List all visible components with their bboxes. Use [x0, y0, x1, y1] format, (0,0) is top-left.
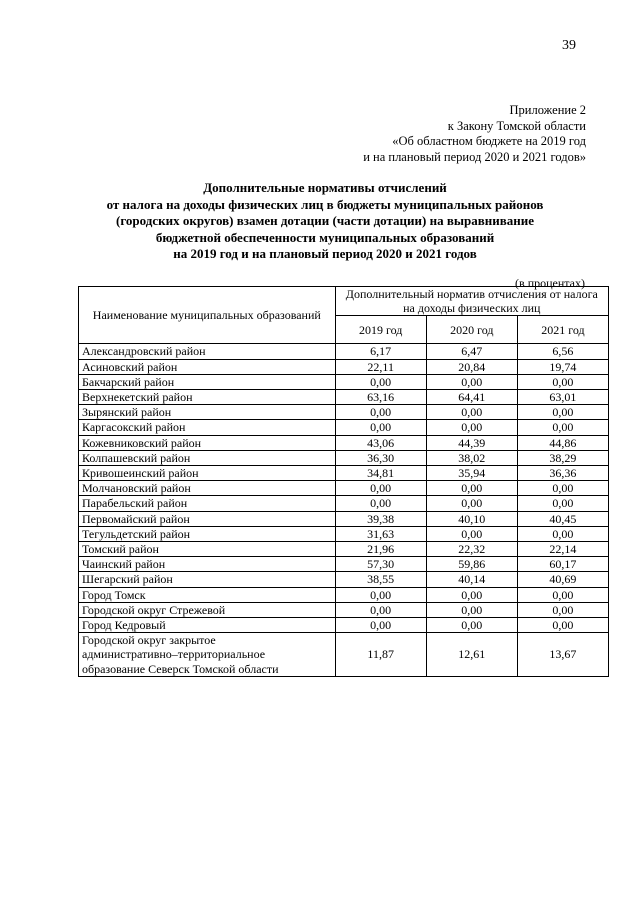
- normatives-table: [78, 286, 609, 677]
- appendix-line: Приложение 2: [509, 103, 586, 117]
- header-municipality: Наименование муниципальных образований: [79, 287, 336, 344]
- value-2020: 22,32: [426, 542, 517, 557]
- value-2021: 0,00: [517, 420, 608, 435]
- table-row: [79, 496, 609, 511]
- value-2019: 0,00: [335, 587, 426, 602]
- value-2020: 6,47: [426, 344, 517, 359]
- value-2021: 60,17: [517, 557, 608, 572]
- value-2020: 64,41: [426, 390, 517, 405]
- value-2020: 38,02: [426, 450, 517, 465]
- value-2021: 13,67: [517, 633, 608, 677]
- value-2019: 0,00: [335, 481, 426, 496]
- page-number: 39: [562, 38, 576, 53]
- row-name: Верхнекетский район: [79, 390, 336, 405]
- value-2021: 19,74: [517, 359, 608, 374]
- value-2019: 0,00: [335, 496, 426, 511]
- value-2021: 40,69: [517, 572, 608, 587]
- title-line: (городских округов) взамен дотации (части дотации) на выравнивание: [116, 213, 534, 228]
- appendix-reference: [256, 103, 586, 165]
- value-2021: 0,00: [517, 587, 608, 602]
- value-2019: 0,00: [335, 602, 426, 617]
- value-2019: 6,17: [335, 344, 426, 359]
- value-2020: 0,00: [426, 420, 517, 435]
- table-row: [79, 526, 609, 541]
- value-2019: 34,81: [335, 466, 426, 481]
- row-name: Кожевниковский район: [79, 435, 336, 450]
- row-name-line: образование Северск Томской области: [82, 661, 279, 676]
- header-year-2019: 2019 год: [335, 316, 426, 344]
- value-2020: 40,10: [426, 511, 517, 526]
- value-2020: 0,00: [426, 481, 517, 496]
- value-2021: 0,00: [517, 602, 608, 617]
- appendix-line: и на плановый период 2020 и 2021 годов»: [363, 149, 586, 164]
- value-2020: 0,00: [426, 526, 517, 541]
- table-row: [79, 390, 609, 405]
- table-row: [79, 405, 609, 420]
- value-2021: 0,00: [517, 405, 608, 420]
- row-name: Кривошеинский район: [79, 466, 336, 481]
- table-row: [79, 572, 609, 587]
- value-2019: 36,30: [335, 450, 426, 465]
- table-row: [79, 450, 609, 465]
- row-name: Тегульдетский район: [79, 526, 336, 541]
- value-2019: 0,00: [335, 618, 426, 633]
- value-2020: 20,84: [426, 359, 517, 374]
- row-name-line: Городской округ закрытое: [82, 633, 216, 648]
- value-2021: 0,00: [517, 618, 608, 633]
- row-name: [79, 633, 336, 677]
- value-2021: 38,29: [517, 450, 608, 465]
- value-2021: 0,00: [517, 481, 608, 496]
- row-name: Зырянский район: [79, 405, 336, 420]
- table-row: [79, 633, 609, 677]
- table-row: [79, 542, 609, 557]
- table-header-row: [79, 287, 609, 316]
- table-row: [79, 557, 609, 572]
- table-row: [79, 359, 609, 374]
- value-2020: 0,00: [426, 496, 517, 511]
- value-2019: 21,96: [335, 542, 426, 557]
- title-line: на 2019 год и на плановый период 2020 и 2021 годов: [173, 246, 477, 261]
- value-2020: 0,00: [426, 618, 517, 633]
- table-row: [79, 618, 609, 633]
- table-body: [79, 344, 609, 633]
- value-2020: 35,94: [426, 466, 517, 481]
- table-row: [79, 587, 609, 602]
- value-2021: 22,14: [517, 542, 608, 557]
- row-name: Город Кедровый: [79, 618, 336, 633]
- value-2021: 40,45: [517, 511, 608, 526]
- table-row: [79, 435, 609, 450]
- value-2019: 0,00: [335, 420, 426, 435]
- table-row: [79, 511, 609, 526]
- row-name: Город Томск: [79, 587, 336, 602]
- appendix-line: к Закону Томской области: [447, 118, 586, 133]
- value-2021: 63,01: [517, 390, 608, 405]
- value-2020: 0,00: [426, 405, 517, 420]
- document-title: [60, 180, 590, 263]
- value-2021: 44,86: [517, 435, 608, 450]
- value-2020: 59,86: [426, 557, 517, 572]
- units-note: (в процентах): [515, 276, 585, 290]
- table-row: [79, 466, 609, 481]
- title-line: Дополнительные нормативы отчислений: [203, 180, 447, 195]
- row-name: Чаинский район: [79, 557, 336, 572]
- table-row: [79, 420, 609, 435]
- row-name: Городской округ Стрежевой: [79, 602, 336, 617]
- value-2019: 11,87: [335, 633, 426, 677]
- value-2021: 36,36: [517, 466, 608, 481]
- value-2021: 0,00: [517, 526, 608, 541]
- header-year-2021: 2021 год: [517, 316, 608, 344]
- value-2019: 31,63: [335, 526, 426, 541]
- value-2020: 0,00: [426, 587, 517, 602]
- row-name: Шегарский район: [79, 572, 336, 587]
- title-line: от налога на доходы физических лиц в бюджеты муниципальных районов: [106, 196, 544, 212]
- value-2019: 0,00: [335, 374, 426, 389]
- header-year-2020: 2020 год: [426, 316, 517, 344]
- row-name-line: административно–территориальное: [82, 647, 266, 662]
- value-2019: 0,00: [335, 405, 426, 420]
- row-name: Асиновский район: [79, 359, 336, 374]
- value-2020: 40,14: [426, 572, 517, 587]
- value-2019: 63,16: [335, 390, 426, 405]
- row-name: Первомайский район: [79, 511, 336, 526]
- value-2020: 0,00: [426, 602, 517, 617]
- value-2020: 12,61: [426, 633, 517, 677]
- table-row: [79, 602, 609, 617]
- row-name: Молчановский район: [79, 481, 336, 496]
- row-name: Каргасокский район: [79, 420, 336, 435]
- value-2019: 57,30: [335, 557, 426, 572]
- table-row: [79, 344, 609, 359]
- value-2019: 38,55: [335, 572, 426, 587]
- appendix-line: «Об областном бюджете на 2019 год: [392, 134, 586, 148]
- value-2021: 0,00: [517, 496, 608, 511]
- title-line: бюджетной обеспеченности муниципальных образований: [155, 229, 495, 245]
- table-row: [79, 374, 609, 389]
- row-name: Бакчарский район: [79, 374, 336, 389]
- header-normative: Дополнительный норматив отчисления от налога на доходы физических лиц: [335, 287, 608, 316]
- value-2019: 39,38: [335, 511, 426, 526]
- value-2019: 43,06: [335, 435, 426, 450]
- row-name: Колпашевский район: [79, 450, 336, 465]
- row-name: Томский район: [79, 542, 336, 557]
- value-2021: 6,56: [517, 344, 608, 359]
- value-2020: 0,00: [426, 374, 517, 389]
- row-name: Александровский район: [79, 344, 336, 359]
- table-row: [79, 481, 609, 496]
- value-2021: 0,00: [517, 374, 608, 389]
- value-2019: 22,11: [335, 359, 426, 374]
- value-2020: 44,39: [426, 435, 517, 450]
- row-name: Парабельский район: [79, 496, 336, 511]
